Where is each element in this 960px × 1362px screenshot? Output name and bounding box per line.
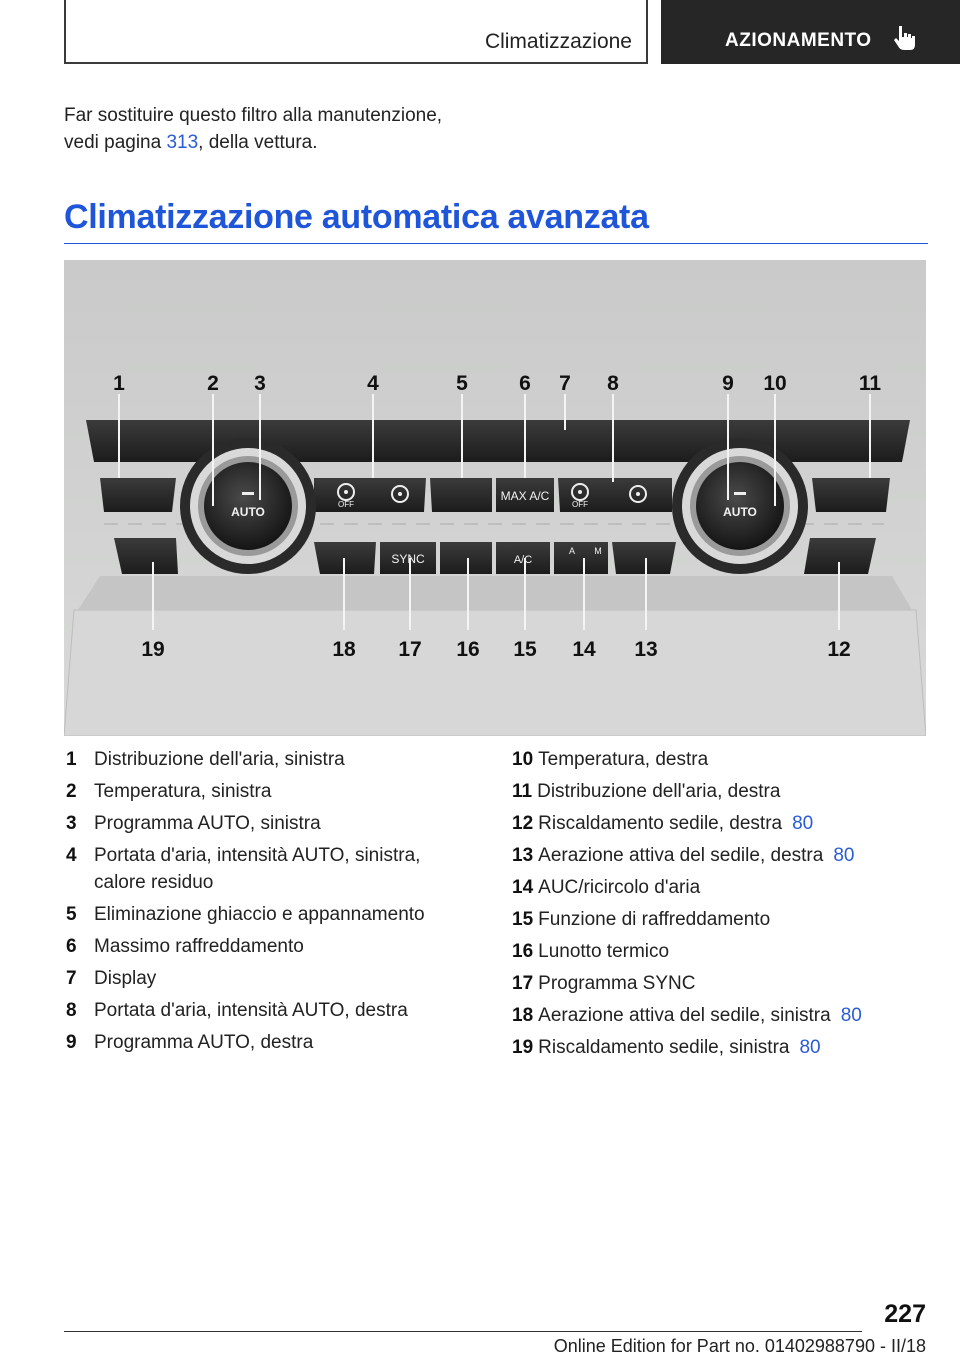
callout-number: 4 bbox=[367, 372, 379, 395]
header-section-box bbox=[64, 0, 648, 64]
callout-number: 3 bbox=[254, 372, 266, 395]
intro-line-2-start: vedi pagina bbox=[64, 132, 167, 153]
legend-text: Display bbox=[94, 968, 157, 989]
legend-text: Massimo raffreddamento bbox=[94, 936, 304, 957]
legend-item bbox=[512, 970, 912, 997]
legend-text: Riscaldamento sedile, sinistra bbox=[538, 1037, 790, 1058]
legend-number: 8 bbox=[66, 1000, 77, 1021]
legend-item bbox=[512, 1002, 912, 1029]
legend-list-right bbox=[512, 746, 912, 1066]
callout-number: 12 bbox=[827, 638, 851, 661]
intro-line-2-end: , della vettura. bbox=[198, 132, 318, 153]
legend-number: 10 bbox=[512, 749, 534, 770]
callout-number: 13 bbox=[634, 638, 658, 661]
page-reference-link[interactable]: 80 bbox=[792, 813, 814, 834]
header-section-title: Climatizzazione bbox=[484, 30, 632, 53]
page-link-313[interactable]: 313 bbox=[166, 132, 199, 153]
button-label-max-ac: MAX A/C bbox=[500, 489, 550, 503]
legend-item bbox=[512, 778, 912, 805]
legend-text: Distribuzione dell'aria, sinistra bbox=[94, 749, 345, 770]
legend-item bbox=[512, 938, 912, 965]
legend-number: 5 bbox=[66, 904, 77, 925]
button-label-auto-right: AUTO bbox=[723, 505, 757, 519]
pointing-hand-icon bbox=[893, 24, 919, 52]
callout-number: 10 bbox=[763, 372, 787, 395]
control-panel-illustration bbox=[64, 260, 926, 736]
intro-line-2 bbox=[64, 129, 484, 156]
legend-number: 7 bbox=[66, 968, 77, 989]
button-label-a-letter: A bbox=[568, 546, 576, 556]
page-reference-link[interactable]: 80 bbox=[833, 845, 855, 866]
intro-paragraph bbox=[64, 102, 484, 156]
legend-number: 13 bbox=[512, 845, 534, 866]
button-label-m-letter: M bbox=[594, 546, 602, 556]
defrost-button bbox=[430, 478, 492, 512]
legend-item bbox=[64, 965, 464, 992]
legend-item bbox=[512, 906, 912, 933]
callout-number: 5 bbox=[456, 372, 468, 395]
callout-number: 16 bbox=[456, 638, 480, 661]
legend-item bbox=[64, 746, 464, 773]
legend-item bbox=[64, 933, 464, 960]
rear-defrost-button bbox=[440, 542, 492, 574]
legend-text: Riscaldamento sedile, destra bbox=[538, 813, 783, 834]
legend-text: Portata d'aria, intensità AUTO, destra bbox=[94, 1000, 408, 1021]
legend-number: 12 bbox=[512, 813, 534, 834]
legend-number: 11 bbox=[512, 781, 533, 802]
legend-number: 15 bbox=[512, 909, 534, 930]
legend-text: Programma AUTO, destra bbox=[94, 1032, 314, 1053]
legend-number: 2 bbox=[66, 781, 77, 802]
callout-number: 7 bbox=[559, 372, 571, 395]
legend-text: Eliminazione ghiaccio e appannamento bbox=[94, 904, 425, 925]
legend-text: Programma SYNC bbox=[538, 973, 696, 994]
footer-rule bbox=[64, 1331, 862, 1332]
page-reference-link[interactable]: 80 bbox=[840, 1005, 862, 1026]
button-label-sync: SYNC bbox=[391, 552, 425, 566]
button-label-ac: A/C bbox=[513, 554, 533, 566]
legend-number: 14 bbox=[512, 877, 534, 898]
legend-text: Distribuzione dell'aria, destra bbox=[537, 781, 781, 802]
legend-text: Funzione di raffreddamento bbox=[538, 909, 771, 930]
header-chapter-tab[interactable] bbox=[661, 0, 960, 64]
callout-number: 15 bbox=[513, 638, 537, 661]
callout-number: 8 bbox=[607, 372, 619, 395]
intro-line-1: Far sostituire questo filtro alla manutenzione, bbox=[64, 105, 443, 126]
legend-item bbox=[64, 842, 464, 896]
legend-text: Temperatura, destra bbox=[538, 749, 709, 770]
legend-number: 6 bbox=[66, 936, 77, 957]
legend-number: 19 bbox=[512, 1037, 534, 1058]
legend-number: 3 bbox=[66, 813, 77, 834]
legend-number: 17 bbox=[512, 973, 534, 994]
callout-number: 9 bbox=[722, 372, 734, 395]
callout-number: 17 bbox=[398, 638, 422, 661]
air-distribution-right-button bbox=[812, 478, 890, 512]
section-title: Climatizzazione automatica avanzata bbox=[64, 198, 649, 236]
legend-text: AUC/ricircolo d'aria bbox=[538, 877, 701, 898]
legend-item bbox=[512, 874, 912, 901]
fan-left-buttons bbox=[314, 478, 426, 512]
legend-text: Aerazione attiva del sedile, destra bbox=[538, 845, 824, 866]
callout-number: 2 bbox=[207, 372, 219, 395]
legend-item bbox=[64, 810, 464, 837]
legend-item bbox=[512, 746, 912, 773]
seat-ventilation-right-button bbox=[612, 542, 676, 574]
legend-item bbox=[512, 810, 912, 837]
page-number: 227 bbox=[884, 1300, 926, 1328]
callout-number: 11 bbox=[858, 372, 882, 395]
minus-icon bbox=[734, 492, 746, 495]
callout-number: 14 bbox=[572, 638, 596, 661]
legend-item bbox=[64, 1029, 464, 1056]
legend-number: 16 bbox=[512, 941, 534, 962]
legend-number: 18 bbox=[512, 1005, 534, 1026]
legend-item bbox=[64, 778, 464, 805]
callout-number: 19 bbox=[141, 638, 165, 661]
legend-item bbox=[512, 1034, 912, 1061]
legend-item bbox=[64, 997, 464, 1024]
callout-number: 6 bbox=[519, 372, 531, 395]
header-chapter-title: AZIONAMENTO bbox=[725, 30, 872, 51]
button-label-auto-left: AUTO bbox=[231, 505, 265, 519]
button-label-off-right: OFF bbox=[572, 500, 588, 509]
minus-icon bbox=[242, 492, 254, 495]
legend-text: Programma AUTO, sinistra bbox=[94, 813, 321, 834]
legend-text: Lunotto termico bbox=[538, 941, 670, 962]
page-reference-link[interactable]: 80 bbox=[799, 1037, 821, 1058]
footer-edition: Online Edition for Part no. 01402988790 - II/18 bbox=[553, 1336, 926, 1356]
callout-number: 1 bbox=[113, 372, 125, 395]
legend-list-left bbox=[64, 746, 464, 1061]
seat-heating-left-button bbox=[114, 538, 178, 574]
legend-number: 9 bbox=[66, 1032, 77, 1053]
legend-number: 1 bbox=[66, 749, 77, 770]
button-label-off-left: OFF bbox=[338, 500, 354, 509]
air-distribution-left-button bbox=[100, 478, 176, 512]
title-underline bbox=[64, 243, 928, 244]
legend-item bbox=[512, 842, 912, 869]
legend-text: Portata d'aria, intensità AUTO, sinistra, calore residuo bbox=[94, 845, 421, 893]
legend-text: Temperatura, sinistra bbox=[94, 781, 272, 802]
callout-number: 18 bbox=[332, 638, 356, 661]
control-panel-figure bbox=[64, 260, 926, 736]
legend-item bbox=[64, 901, 464, 928]
legend-number: 4 bbox=[66, 845, 77, 866]
legend-text: Aerazione attiva del sedile, sinistra bbox=[538, 1005, 831, 1026]
